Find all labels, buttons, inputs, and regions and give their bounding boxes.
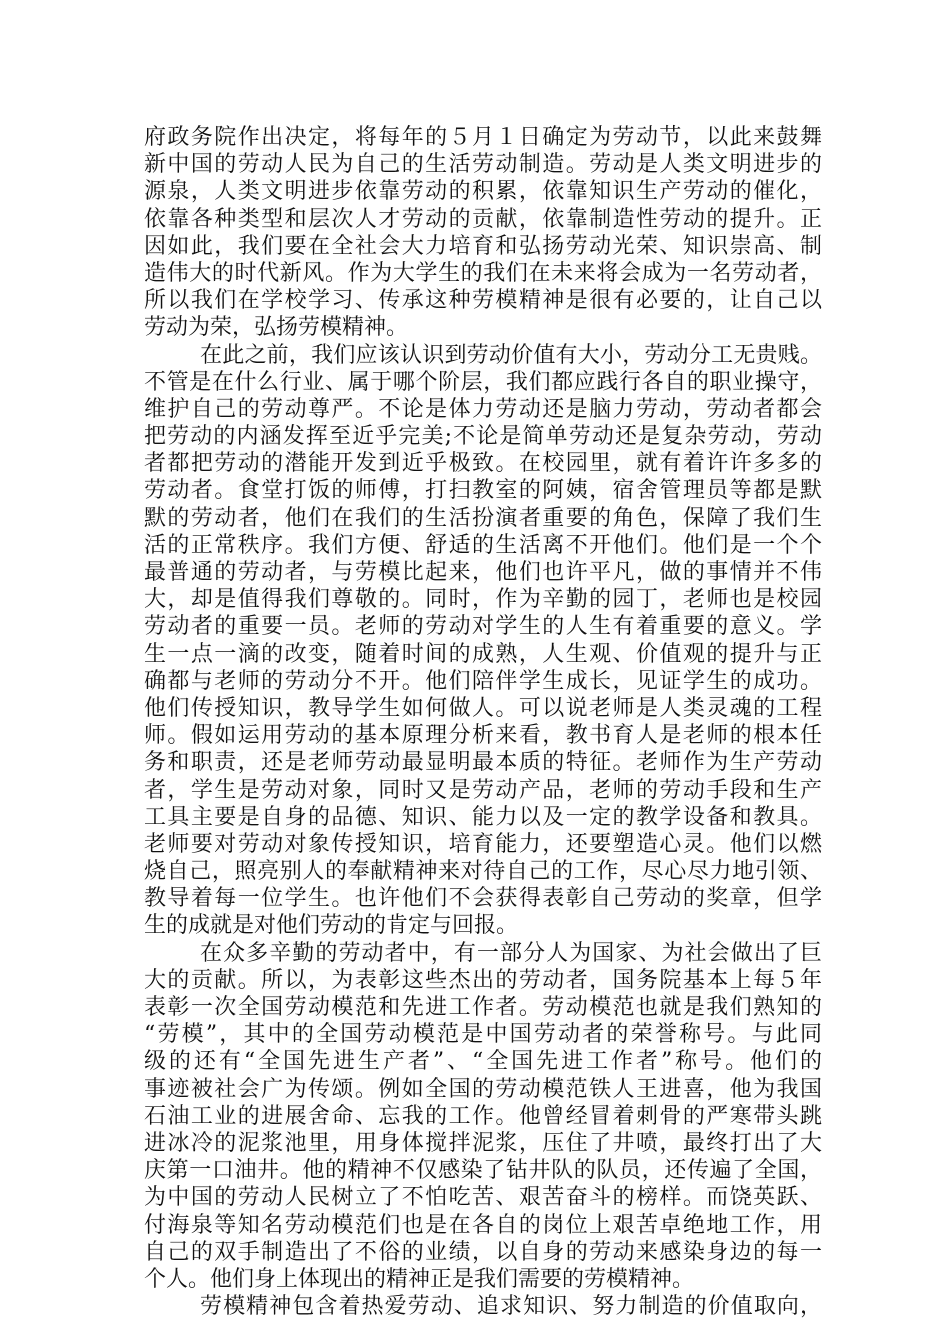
text-line: 自己的双手制造出了不俗的业绩，以自身的劳动来感染身边的每一 bbox=[144, 1239, 822, 1265]
text-line: 源泉，人类文明进步依靠劳动的积累，依靠知识生产劳动的催化， bbox=[144, 179, 822, 205]
text-line: 庆第一口油井。他的精神不仅感染了钻井队的队员，还传遍了全国， bbox=[144, 1158, 822, 1184]
text-line: 石油工业的进展舍命、忘我的工作。他曾经冒着刺骨的严寒带头跳 bbox=[144, 1103, 822, 1129]
text-line: 付海泉等知名劳动模范们也是在各自的岗位上艰苦卓绝地工作，用 bbox=[144, 1212, 822, 1238]
text-line: 教导着每一位学生。也许他们不会获得表彰自己劳动的奖章，但学 bbox=[144, 886, 822, 912]
text-line: 生一点一滴的改变，随着时间的成熟，人生观、价值观的提升与正 bbox=[144, 641, 822, 667]
text-line: 进冰冷的泥浆池里，用身体搅拌泥浆，压住了井喷，最终打出了大 bbox=[144, 1130, 822, 1156]
text-line: 维护自己的劳动尊严。不论是体力劳动还是脑力劳动，劳动者都会 bbox=[144, 396, 822, 422]
paragraph bbox=[144, 124, 822, 342]
text-line: 所以我们在学校学习、传承这种劳模精神是很有必要的，让自己以 bbox=[144, 288, 822, 314]
text-line: 造伟大的时代新风。作为大学生的我们在未来将会成为一名劳动者， bbox=[144, 260, 822, 286]
text-line: 在此之前，我们应该认识到劳动价值有大小，劳动分工无贵贱。 bbox=[200, 342, 822, 368]
text-line: 大，却是值得我们尊敬的。同时，作为辛勤的园丁，老师也是校园 bbox=[144, 587, 822, 613]
text-line: 他们传授知识，教导学生如何做人。可以说老师是人类灵魂的工程 bbox=[144, 695, 822, 721]
text-line: 生的成就是对他们劳动的肯定与回报。 bbox=[144, 913, 519, 939]
text-line: 者都把劳动的潜能开发到近乎极致。在校园里，就有着许许多多的 bbox=[144, 451, 822, 477]
text-line: 新中国的劳动人民为自己的生活劳动制造。劳动是人类文明进步的 bbox=[144, 152, 822, 178]
text-line: 表彰一次全国劳动模范和先进工作者。劳动模范也就是我们熟知的 bbox=[144, 995, 822, 1020]
text-line: 为中国的劳动人民树立了不怕吃苦、艰苦奋斗的榜样。而饶英跃、 bbox=[144, 1185, 822, 1211]
text-line: 大的贡献。所以，为表彰这些杰出的劳动者，国务院基本上每５年 bbox=[144, 967, 822, 993]
text-line: 事迹被社会广为传颂。例如全国的劳动模范铁人王进喜，他为我国 bbox=[144, 1076, 822, 1102]
text-line: 劳动为荣，弘扬劳模精神。 bbox=[144, 315, 409, 341]
text-line: 者，学生是劳动对象，同时又是劳动产品，老师的劳动手段和生产 bbox=[144, 777, 822, 803]
paragraph bbox=[144, 940, 822, 1293]
text-line: 个人。他们身上体现出的精神正是我们需要的劳模精神。 bbox=[144, 1266, 695, 1292]
text-line: 府政务院作出决定，将每年的５月１日确定为劳动节，以此来鼓舞 bbox=[144, 125, 822, 150]
text-line: 最普通的劳动者，与劳模比起来，他们也许平凡，做的事情并不伟 bbox=[144, 560, 822, 585]
paragraph bbox=[144, 342, 822, 940]
text-line: 活的正常秩序。我们方便、舒适的生活离不开他们。他们是一个个 bbox=[144, 532, 822, 558]
text-line: 在众多辛勤的劳动者中，有一部分人为国家、为社会做出了巨 bbox=[200, 940, 822, 966]
text-line: 默的劳动者，他们在我们的生活扮演者重要的角色，保障了我们生 bbox=[144, 505, 822, 531]
text-line: 因如此，我们要在全社会大力培育和弘扬劳动光荣、知识崇高、制 bbox=[144, 233, 822, 259]
text-line: 老师要对劳动对象传授知识，培育能力，还要塑造心灵。他们以燃 bbox=[144, 831, 822, 857]
paragraph bbox=[144, 1293, 822, 1320]
text-line: 依靠各种类型和层次人才劳动的贡献，依靠制造性劳动的提升。正 bbox=[144, 206, 822, 232]
text-line: 劳动者的重要一员。老师的劳动对学生的人生有着重要的意义。学 bbox=[144, 614, 822, 640]
document-body bbox=[144, 124, 822, 1320]
text-line: 确都与老师的劳动分不开。他们陪伴学生成长，见证学生的成功。 bbox=[144, 668, 822, 694]
text-line: “劳模”，其中的全国劳动模范是中国劳动者的荣誉称号。与此同 bbox=[144, 1022, 822, 1048]
text-line: 师。假如运用劳动的基本原理分析来看，教书育人是老师的根本任 bbox=[144, 723, 822, 749]
text-line: 烧自己，照亮别人的奉献精神来对待自己的工作，尽心尽力地引领、 bbox=[144, 859, 822, 885]
text-line: 级的还有“全国先进生产者”、“全国先进工作者”称号。他们的 bbox=[144, 1049, 822, 1075]
text-line: 劳模精神包含着热爱劳动、追求知识、努力制造的价值取向， bbox=[200, 1294, 822, 1320]
text-line: 不管是在什么行业、属于哪个阶层，我们都应践行各自的职业操守， bbox=[144, 369, 822, 395]
text-line: 工具主要是自身的品德、知识、能力以及一定的教学设备和教具。 bbox=[144, 804, 822, 830]
text-line: 劳动者。食堂打饭的师傅，打扫教室的阿姨，宿舍管理员等都是默 bbox=[144, 478, 822, 504]
text-line: 把劳动的内涵发挥至近乎完美;不论是简单劳动还是复杂劳动，劳动 bbox=[144, 424, 822, 450]
text-line: 务和职责，还是老师劳动最显明最本质的特征。老师作为生产劳动 bbox=[144, 750, 822, 776]
